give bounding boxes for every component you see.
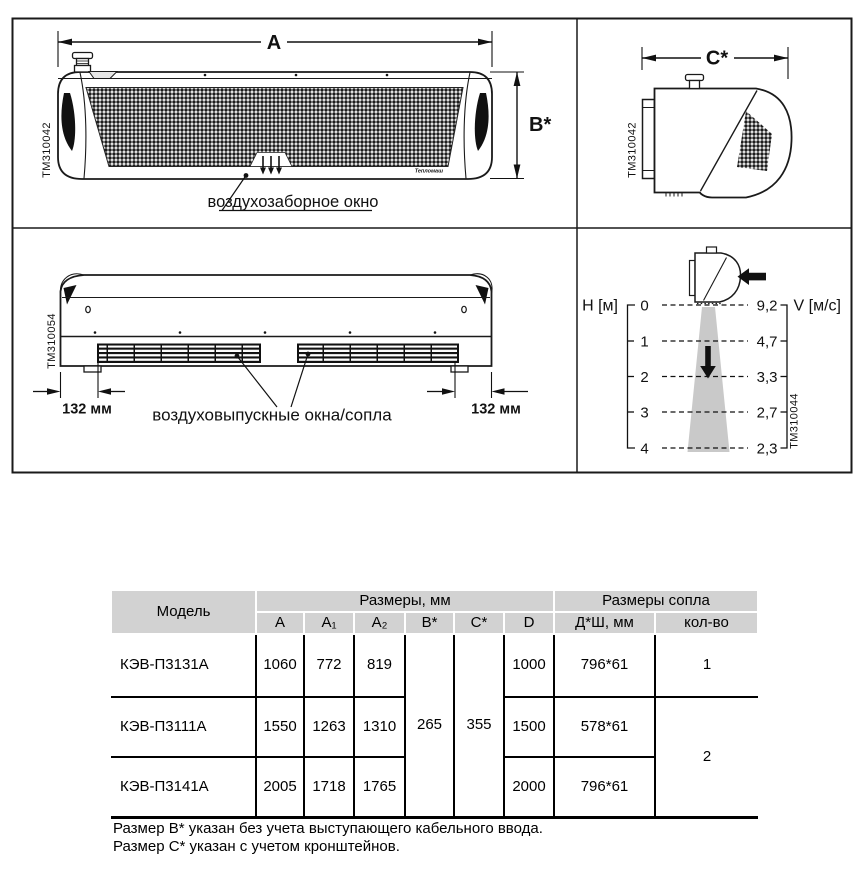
footnote-b: Размер B* указан без учета выступающего кабельного ввода. [113, 820, 543, 837]
dim-b-label: B* [529, 114, 552, 136]
side-view-panel [626, 47, 791, 198]
v-value-2: 3,3 [756, 369, 778, 386]
cell-qty-merged: 2 [655, 697, 758, 817]
col-header-a: A [256, 612, 304, 634]
cell-d-2: 1500 [504, 697, 554, 757]
dim-132-right-label: 132 мм [471, 401, 521, 418]
col-header-d: D [504, 612, 554, 634]
footnote-c: Размер C* указан с учетом кронштейнов. [113, 838, 400, 855]
v-value-1: 4,7 [756, 333, 778, 351]
cell-model-2: КЭВ-П3111А [111, 697, 256, 757]
drawing-code-bottom: ТМ310054 [45, 313, 58, 369]
cell-b-merged: 265 [405, 634, 454, 817]
dim-a-label: A [266, 32, 282, 54]
intake-label: воздухозаборное окно [207, 193, 379, 211]
h-tick-0: 0 [640, 297, 649, 315]
cell-a1-2: 1263 [304, 697, 354, 757]
intake-direction-arrow [738, 268, 767, 285]
cell-a-3: 2005 [256, 757, 304, 817]
dim-c-label: C* [705, 47, 729, 70]
h-tick-4: 4 [640, 440, 649, 458]
cell-a-2: 1550 [256, 697, 304, 757]
v-axis-label: V [м/с] [793, 297, 841, 315]
col-group-nozzle: Размеры сопла [554, 590, 758, 612]
airflow-device [690, 247, 741, 304]
cable-gland [73, 53, 93, 73]
col-header-model: Модель [111, 590, 256, 634]
h-tick-2: 2 [640, 369, 649, 386]
h-tick-1: 1 [640, 333, 649, 351]
cell-d-3: 2000 [504, 757, 554, 817]
col-header-qty: кол-во [655, 612, 758, 634]
cell-model-1: КЭВ-П3131А [111, 634, 256, 697]
cell-d-1: 1000 [504, 634, 554, 697]
dim-132-left-label: 132 мм [62, 401, 112, 418]
h-scale [628, 305, 636, 448]
col-header-a1: A₁ [304, 612, 354, 634]
brand-logo: Тепломаш [414, 168, 443, 175]
outlet-grille-right [298, 345, 458, 363]
side-view-device [643, 75, 792, 198]
cell-a1-1: 772 [304, 634, 354, 697]
drawing-code-side: ТМ310042 [626, 122, 639, 178]
col-header-b: B* [405, 612, 454, 634]
cell-a2-2: 1310 [354, 697, 405, 757]
v-scale [781, 305, 788, 448]
cell-c-merged: 355 [454, 634, 504, 817]
cell-a2-3: 1765 [354, 757, 405, 817]
airflow-down-icon [260, 156, 282, 175]
outlet-label: воздуховыпускные окна/сопла [152, 405, 392, 425]
cell-a1-3: 1718 [304, 757, 354, 817]
dim-b-arrow [490, 72, 524, 179]
cell-model-3: КЭВ-П3141А [111, 757, 256, 817]
airflow-cone [688, 307, 730, 452]
col-header-a2: A₂ [354, 612, 405, 634]
drawing-code-front: ТМ310042 [40, 122, 53, 178]
outlet-grille-left [98, 345, 260, 363]
cell-nozzle-1: 796*61 [554, 634, 655, 697]
v-value-4: 2,3 [756, 440, 778, 458]
cell-a-1: 1060 [256, 634, 304, 697]
cell-nozzle-2: 578*61 [554, 697, 655, 757]
airflow-panel [582, 247, 841, 458]
cable-gland-side [686, 75, 704, 81]
cell-nozzle-3: 796*61 [554, 757, 655, 817]
spec-table [110, 589, 759, 819]
col-header-c: C* [454, 612, 504, 634]
drawing-code-airflow: ТМ310044 [788, 393, 801, 449]
cell-qty-1: 1 [655, 634, 758, 697]
h-tick-3: 3 [640, 404, 649, 422]
cell-a2-1: 819 [354, 634, 405, 697]
bottom-view-panel [33, 274, 528, 425]
front-view-panel [41, 31, 552, 211]
v-value-0: 9,2 [756, 297, 778, 315]
col-group-sizes: Размеры, мм [256, 590, 554, 612]
footnotes [113, 820, 543, 856]
v-value-3: 2,7 [756, 404, 778, 422]
table-row [111, 634, 758, 697]
table-header-row-groups [111, 590, 758, 612]
dim-132-right [427, 363, 528, 398]
mounting-bracket [643, 100, 655, 179]
h-axis-label: H [м] [582, 297, 618, 315]
col-header-nozzle: Д*Ш, мм [554, 612, 655, 634]
